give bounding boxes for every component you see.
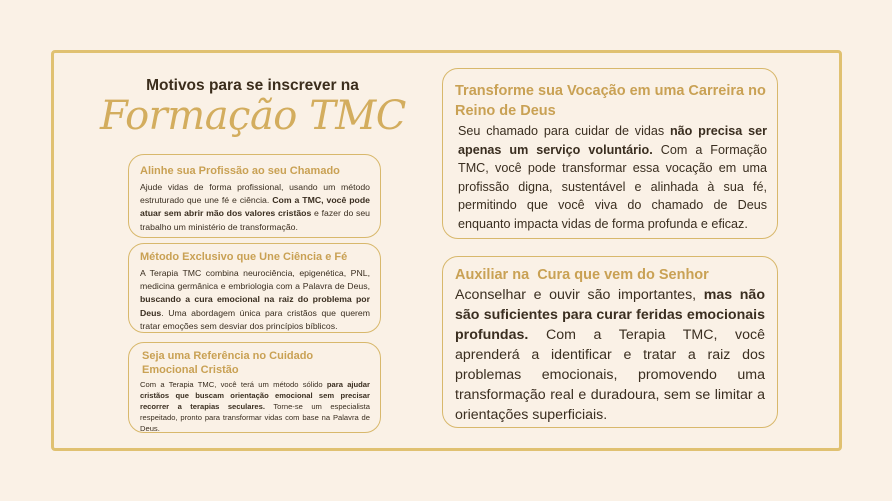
card-text: Com a Terapia TMC, você aprenderá a identificar e tratar a raiz dos problemas emocionais, promovendo uma transformação real e duradoura, sem se limitar a orientações superficiais.	[455, 327, 765, 423]
card-text: A Terapia TMC combina neurociência, epigenética, PNL, medicina germânica e embriologia com a Palavra de Deus,	[140, 268, 370, 292]
card-title: Auxiliar na Cura que vem do Senhor	[455, 267, 709, 283]
card-body	[140, 181, 370, 234]
card-text: Seu chamado para cuidar de vidas	[458, 124, 670, 138]
card-text: Ajude vidas de forma profissional, usando um método estruturado que une fé e ciência.	[140, 182, 370, 206]
card-reference	[128, 342, 381, 433]
card-text: . Uma abordagem única para cristãos que querem tratar emoções sem desviar dos princípios bíblicos.	[140, 307, 370, 331]
page-subtitle: Motivos para se inscrever na	[146, 77, 359, 94]
card-highlight: mas não são suficientes para curar feridas emocionais profundas.	[455, 287, 765, 343]
card-healing	[442, 256, 778, 428]
card-text: e fazer do seu trabalho um ministério de transformação.	[140, 208, 370, 232]
card-text: Com a Terapia TMC, você terá um método sólido	[140, 380, 327, 389]
page-title: Formação TMC	[100, 93, 406, 139]
card-title: Seja uma Referência no Cuidado Emocional Cristão	[142, 350, 314, 376]
card-vocation	[442, 68, 778, 239]
card-highlight: Com a TMC, você pode atuar sem abrir mão dos valores cristãos	[140, 195, 370, 219]
card-title: Transforme sua Vocação em uma Carreira no Reino de Deus	[455, 83, 766, 119]
card-text: Torne-se um especialista respeitado, pronto para transformar vidas com base na Palavra de Deus.	[140, 402, 370, 433]
card-highlight: não precisa ser apenas um serviço voluntário.	[458, 124, 768, 157]
card-highlight: para ajudar cristãos que buscam orientação emocional sem precisar recorrer a terapias seculares.	[140, 380, 370, 411]
card-body	[455, 285, 765, 425]
card-title: Alinhe sua Profissão ao seu Chamado	[140, 165, 340, 177]
card-text: Aconselhar e ouvir são importantes,	[455, 287, 704, 303]
card-body	[140, 267, 370, 333]
card-method	[128, 243, 381, 333]
card-text: Com a Formação TMC, você pode transformar essa vocação em uma profissão digna, sustentável e alinhada à sua fé, permitindo que você viva do chamado de Deus enquanto impacta vidas de forma profunda e eficaz.	[458, 142, 767, 231]
card-body	[140, 379, 370, 434]
card-title: Método Exclusivo que Une Ciência e Fé	[140, 251, 348, 263]
card-highlight: buscando a cura emocional na raiz do problema por Deus	[140, 294, 370, 318]
card-body	[455, 122, 767, 234]
card-profession	[128, 154, 381, 238]
